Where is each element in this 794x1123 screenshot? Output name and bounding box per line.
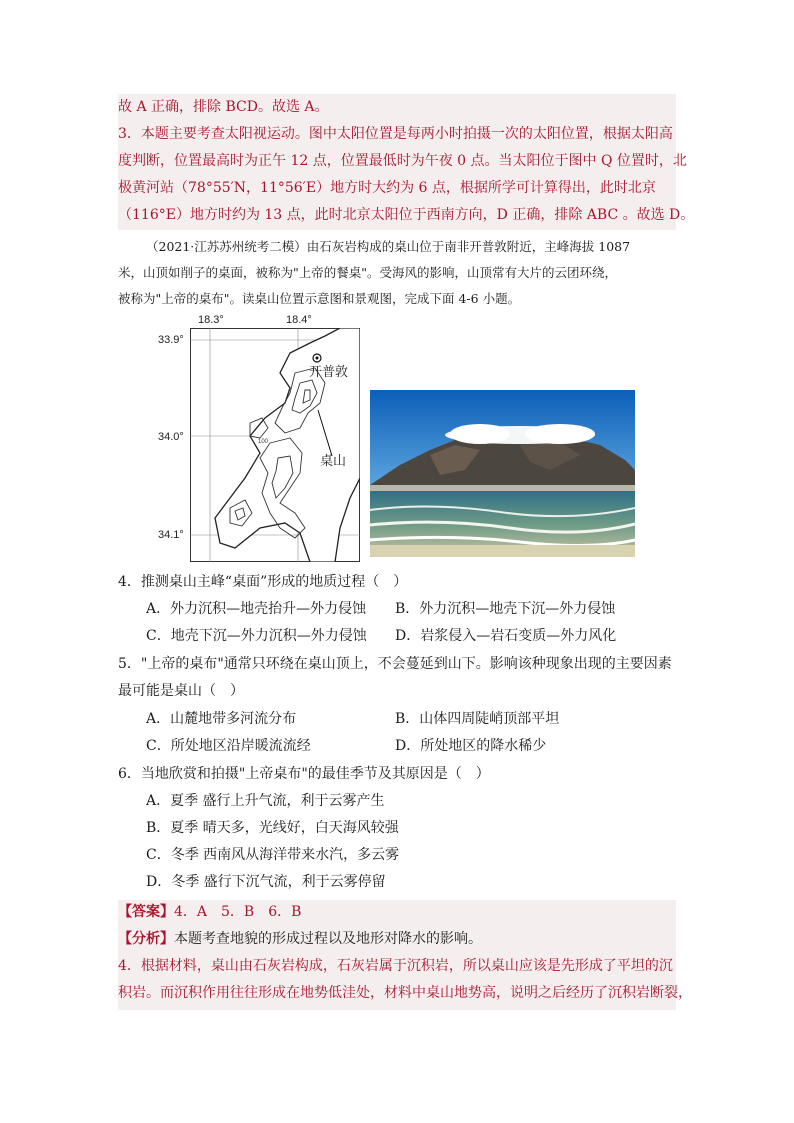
intro-line-3: 被称为"上帝的桌布"。读桌山位置示意图和景观图，完成下面 4-6 小题。 bbox=[118, 291, 521, 306]
intro-line-2: 米，山顶如削子的桌面，被称为"上帝的餐桌"。受海风的影响，山顶常有大片的云团环绕， bbox=[118, 265, 618, 280]
q6-option-a: A．夏季 盛行上升气流，利于云雾产生 bbox=[146, 793, 385, 809]
lon-label-18-4: 18.4° bbox=[286, 314, 312, 326]
q6-option-b: B．夏季 晴天多，光线好，白天海风较强 bbox=[146, 820, 399, 836]
answer-tag: 【答案】 bbox=[118, 904, 174, 920]
prev-answer-line: 故 A 正确，排除 BCD。故选 A。 bbox=[118, 99, 329, 115]
q5-option-a: A．山麓地带多河流分布 bbox=[146, 711, 297, 727]
mountain-label: 桌山 bbox=[320, 453, 347, 468]
photo-drawing bbox=[370, 390, 635, 557]
q3-solution-line-4: （116°E）地方时约为 13 点，此时北京太阳位于西南方向，D 正确，排除 ABC 。故选 D。 bbox=[118, 207, 695, 223]
q6-option-c: C．冬季 西南风从海洋带来水汽，多云雾 bbox=[146, 847, 400, 863]
q4-option-d: D．岩浆侵入—岩石变质—外力风化 bbox=[395, 628, 617, 644]
q5-option-b: B．山体四周陡峭顶部平坦 bbox=[395, 711, 560, 727]
question-5-stem-2: 最可能是桌山（ ） bbox=[118, 683, 244, 699]
q5-option-d: D．所处地区的降水稀少 bbox=[395, 738, 547, 754]
analysis-line bbox=[118, 930, 482, 948]
intro-line-1: （2021·江苏苏州统考二模）由石灰岩构成的桌山位于南非开普敦附近，主峰海拔 1087 bbox=[146, 239, 631, 254]
q3-solution-line-2: 度判断，位置最高时为正午 12 点，位置最低时为午夜 0 点。当太阳位于图中 Q 位置时，北 bbox=[118, 153, 687, 169]
lat-label-33-9: 33.9° bbox=[158, 334, 184, 346]
analysis-tag: 【分析】 bbox=[118, 931, 174, 947]
q4-option-c: C．地壳下沉—外力沉积—外力侵蚀 bbox=[146, 628, 367, 644]
lat-label-34-0: 34.0° bbox=[158, 431, 184, 443]
q3-solution-line-1: 3．本题主要考查太阳视运动。图中太阳位置是每两小时拍摄一次的太阳位置，根据太阳高 bbox=[118, 126, 673, 142]
lat-label-34-1: 34.1° bbox=[158, 529, 184, 541]
q4-analysis-line-2: 积岩。而沉积作用往往形成在地势低洼处，材料中桌山地势高，说明之后经历了沉积岩断裂， bbox=[118, 985, 692, 1001]
table-mountain-photo bbox=[370, 390, 635, 557]
q4-option-b: B．外力沉积—地壳下沉—外力侵蚀 bbox=[395, 601, 616, 617]
q4-analysis-line-1: 4．根据材料，桌山由石灰岩构成，石灰岩属于沉积岩，所以桌山应该是先形成了平坦的沉 bbox=[118, 958, 673, 974]
question-4-stem: 4．推测桌山主峰“桌面”形成的地质过程（ ） bbox=[118, 574, 408, 590]
lon-label-18-3: 18.3° bbox=[198, 314, 224, 326]
q3-solution-line-3: 极黄河站（78°55′N，11°56′E）地方时大约为 6 点，根据所学可计算得出，此时北京 bbox=[118, 180, 656, 196]
q6-option-d: D．冬季 盛行下沉气流，利于云雾停留 bbox=[146, 874, 386, 890]
q4-option-a: A．外力沉积—地壳抬升—外力侵蚀 bbox=[146, 601, 367, 617]
answer-text: 4．A 5．B 6．B bbox=[174, 904, 302, 920]
city-label: 开普敦 bbox=[309, 364, 349, 379]
q5-option-c: C．所处地区沿岸暖流流经 bbox=[146, 738, 311, 754]
analysis-text: 本题考查地貌的形成过程以及地形对降水的影响。 bbox=[174, 931, 482, 947]
question-5-stem-1: 5．"上帝的桌布"通常只环绕在桌山顶上，不会蔓延到山下。影响该种现象出现的主要因素 bbox=[118, 656, 672, 672]
answer-line bbox=[118, 903, 301, 921]
contour-label: 100 bbox=[258, 439, 269, 445]
question-6-stem: 6．当地欣赏和拍摄"上帝桌布"的最佳季节及其原因是（ ） bbox=[118, 766, 490, 782]
